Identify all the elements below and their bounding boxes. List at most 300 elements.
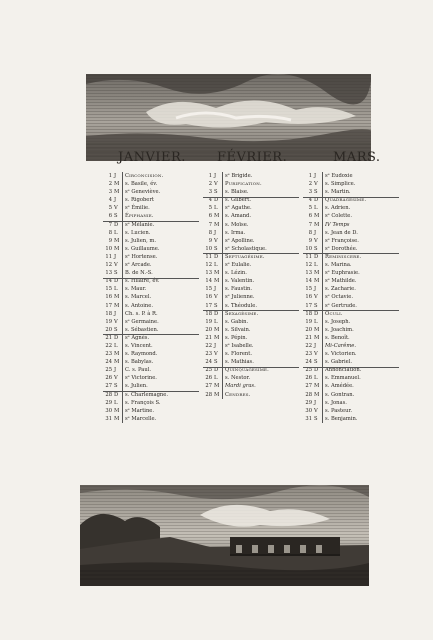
day-row: [103, 245, 199, 253]
day-number: 14: [105, 278, 112, 285]
day-number: 12: [305, 262, 312, 269]
weekday-letter: J: [314, 286, 317, 293]
weekday-letter: L: [314, 318, 318, 325]
day-number: 7: [108, 221, 112, 228]
day-number: 24: [305, 359, 312, 366]
weekday-letter: L: [314, 205, 318, 212]
day-number: 25: [205, 367, 212, 374]
weekday-letter: S: [214, 245, 218, 252]
day-number: 28: [205, 391, 212, 398]
weekday-letter: L: [214, 205, 218, 212]
saint-name: s. Julien.: [125, 383, 148, 390]
weekday-letter: D: [314, 197, 319, 204]
saint-name: s. Guillaume.: [125, 245, 160, 252]
day-row: [203, 172, 299, 180]
day-number: 22: [105, 342, 112, 349]
saint-name: sᵉ Octavie.: [325, 294, 353, 301]
day-number: 4: [308, 197, 312, 204]
saint-name: s. Marina.: [325, 262, 352, 269]
saint-name: s. Faustin.: [225, 286, 253, 293]
saint-name: s. François S.: [125, 399, 161, 406]
weekday-letter: D: [114, 391, 119, 398]
weekday-letter: M: [114, 415, 120, 422]
day-number: 4: [108, 197, 112, 204]
weekday-letter: M: [314, 326, 320, 333]
saint-name: s. Gabin.: [225, 318, 249, 325]
day-row: [203, 302, 299, 310]
day-number: 14: [305, 278, 312, 285]
week-separator: [103, 221, 199, 222]
saint-name: s. Gabriel.: [325, 359, 353, 366]
day-row: [303, 204, 399, 212]
day-row: [303, 374, 399, 382]
weekday-letter: D: [214, 253, 219, 260]
saint-name: Mardi gras.: [225, 383, 256, 390]
day-row: [103, 269, 199, 277]
saint-name: sᵉ Mathilde.: [325, 278, 357, 285]
day-number: 24: [105, 359, 112, 366]
saint-name: Septuagésime.: [225, 253, 265, 260]
day-number: 9: [108, 237, 112, 244]
day-row: [203, 212, 299, 220]
day-row: [103, 318, 199, 326]
weekday-letter: M: [314, 213, 320, 220]
day-number: 16: [105, 294, 112, 301]
day-number: 3: [208, 189, 212, 196]
day-row: [303, 188, 399, 196]
day-row: [203, 269, 299, 277]
weekday-letter: M: [214, 334, 220, 341]
day-row: [203, 204, 299, 212]
day-number: 10: [105, 245, 112, 252]
saint-name: sᵉ Agathe.: [225, 205, 252, 212]
weekday-letter: L: [314, 375, 318, 382]
saint-name: s. Julien, m.: [125, 237, 156, 244]
day-row: [303, 172, 399, 180]
saint-name: Oculi.: [325, 310, 343, 317]
day-row: [303, 399, 399, 407]
month-title-fevrier: FÉVRIER.: [217, 150, 288, 165]
day-row: [103, 285, 199, 293]
saint-name: B. de N.-S.: [125, 270, 153, 277]
day-row: [303, 293, 399, 301]
month-title-mars: MARS.: [333, 150, 381, 165]
day-row: [303, 221, 399, 229]
weekday-letter: M: [114, 302, 120, 309]
day-number: 20: [205, 326, 212, 333]
day-number: 14: [205, 278, 212, 285]
day-row: [303, 358, 399, 366]
day-row: [103, 415, 199, 423]
day-number: 21: [305, 334, 312, 341]
saint-name: s. Amand.: [225, 213, 252, 220]
saint-name: s. Valentin.: [225, 278, 255, 285]
week-separator: [303, 367, 399, 368]
day-number: 15: [305, 286, 312, 293]
saint-name: sᵉ Colette.: [325, 213, 353, 220]
day-row: [103, 399, 199, 407]
weekday-letter: M: [214, 270, 220, 277]
day-number: 18: [105, 310, 112, 317]
weekday-letter: M: [114, 189, 120, 196]
saint-name: s. Irma.: [225, 229, 246, 236]
day-number: 6: [308, 213, 312, 220]
day-number: 11: [205, 253, 212, 260]
saint-name: s. Joachim.: [325, 326, 354, 333]
saint-name: s. Zacharie.: [325, 286, 356, 293]
weekday-letter: M: [114, 245, 120, 252]
railway-landscape-illustration: [80, 485, 369, 586]
day-number: 13: [205, 270, 212, 277]
week-separator: [303, 253, 399, 254]
day-number: 1: [208, 173, 212, 179]
day-row: [103, 366, 199, 374]
day-row: [203, 318, 299, 326]
weekday-letter: J: [114, 367, 117, 374]
saint-name: s. Moïse.: [225, 221, 249, 228]
weekday-letter: J: [114, 253, 117, 260]
day-number: 20: [305, 326, 312, 333]
day-number: 21: [205, 334, 212, 341]
weekday-letter: M: [114, 407, 120, 414]
weekday-letter: M: [214, 278, 220, 285]
day-row: [103, 293, 199, 301]
day-row: [303, 229, 399, 237]
saint-name: sᵉ Eulalie.: [225, 262, 252, 269]
saint-name: sᵉ Euphrasie.: [325, 270, 360, 277]
weekday-letter: S: [114, 270, 118, 277]
saint-name: s. Raymond.: [125, 351, 158, 358]
day-number: 31: [305, 415, 312, 422]
weekday-letter: V: [114, 318, 118, 325]
day-number: 27: [105, 383, 112, 390]
weekday-letter: M: [214, 326, 220, 333]
day-number: 8: [208, 229, 212, 236]
day-row: [303, 212, 399, 220]
day-number: 2: [208, 181, 212, 188]
day-row: [103, 180, 199, 188]
weekday-letter: V: [114, 262, 118, 269]
saint-name: s. Silvain.: [225, 326, 251, 333]
saint-name: s. Martin.: [325, 189, 351, 196]
weekday-letter: V: [114, 375, 118, 382]
bottom-engraving: [80, 485, 369, 586]
day-row: [203, 374, 299, 382]
saint-name: Sexagésime.: [225, 310, 259, 317]
saint-name: s. Victorien.: [325, 351, 357, 358]
weekday-letter: J: [214, 229, 217, 236]
weekday-letter: J: [114, 173, 117, 179]
weekday-letter: M: [114, 181, 120, 188]
day-number: 13: [105, 270, 112, 277]
day-row: [203, 221, 299, 229]
saint-name: Mi-Carême.: [325, 342, 356, 349]
saint-name: Cendres.: [225, 391, 251, 398]
day-number: 22: [305, 342, 312, 349]
saint-name: sᵉ Eudoxie: [325, 173, 353, 179]
weekday-letter: S: [114, 213, 118, 220]
day-number: 17: [205, 302, 212, 309]
day-number: 17: [105, 302, 112, 309]
day-row: [103, 310, 199, 318]
saint-name: s. Maur.: [125, 286, 147, 293]
day-number: 25: [305, 367, 312, 374]
day-row: [203, 277, 299, 285]
day-number: 25: [105, 367, 112, 374]
weekday-letter: D: [114, 221, 119, 228]
weekday-letter: V: [214, 351, 218, 358]
top-engraving: [86, 74, 371, 161]
saint-name: s. Sébastien.: [125, 326, 159, 333]
weekday-letter: J: [114, 197, 117, 204]
weekday-letter: J: [214, 286, 217, 293]
saint-name: s. Pépin.: [225, 334, 248, 341]
day-row: [203, 261, 299, 269]
weekday-letter: L: [214, 375, 218, 382]
saint-name: s. Jonas.: [325, 399, 347, 406]
day-number: 31: [105, 415, 112, 422]
day-number: 15: [205, 286, 212, 293]
day-number: 24: [205, 359, 212, 366]
saint-name: s. Blaise.: [225, 189, 249, 196]
day-row: [303, 318, 399, 326]
day-number: 28: [305, 391, 312, 398]
day-row: [103, 407, 199, 415]
day-row: [103, 204, 199, 212]
day-row: [203, 293, 299, 301]
day-number: 19: [305, 318, 312, 325]
saint-name: s. Lucien.: [125, 229, 151, 236]
saint-name: s. Gilbert.: [225, 197, 252, 204]
saint-name: s. Pasteur.: [325, 407, 353, 414]
weekday-letter: M: [114, 351, 120, 358]
saint-name: sᵉ Émilie.: [125, 205, 150, 212]
storm-clouds-illustration: [86, 74, 371, 161]
month-column-fevrier: [203, 172, 299, 399]
weekday-letter: S: [314, 415, 318, 422]
saint-name: sᵉ Victorine.: [125, 375, 157, 382]
day-row: [103, 302, 199, 310]
week-separator: [103, 334, 199, 335]
saint-name: s. Théodule.: [225, 302, 257, 309]
day-number: 11: [105, 253, 112, 260]
weekday-letter: V: [314, 294, 318, 301]
weekday-letter: D: [314, 310, 319, 317]
day-row: [303, 261, 399, 269]
week-separator: [303, 197, 399, 198]
day-row: [103, 358, 199, 366]
saint-name: Reminiscere.: [325, 253, 362, 260]
day-number: 3: [308, 189, 312, 196]
day-number: 16: [205, 294, 212, 301]
weekday-letter: S: [314, 359, 318, 366]
day-number: 5: [208, 205, 212, 212]
day-number: 5: [308, 205, 312, 212]
weekday-letter: M: [114, 237, 120, 244]
saint-name: s. Gontran.: [325, 391, 355, 398]
day-row: [303, 350, 399, 358]
weekday-letter: D: [314, 253, 319, 260]
weekday-letter: M: [214, 221, 220, 228]
saint-name: sᵉ Scholastique.: [225, 245, 267, 252]
saint-name: s. Florent.: [225, 351, 252, 358]
weekday-letter: D: [214, 367, 219, 374]
day-number: 20: [105, 326, 112, 333]
day-row: [303, 302, 399, 310]
saint-name: Purification.: [225, 181, 262, 188]
day-row: [303, 245, 399, 253]
day-row: [203, 188, 299, 196]
weekday-letter: S: [314, 245, 318, 252]
saint-name: sᵉ Hortense.: [125, 253, 158, 260]
day-number: 15: [105, 286, 112, 293]
day-number: 1: [308, 173, 312, 179]
day-number: 23: [305, 351, 312, 358]
day-row: [203, 382, 299, 390]
day-row: [103, 188, 199, 196]
saint-name: s. Charlemagne.: [125, 391, 168, 398]
day-number: 7: [308, 221, 312, 228]
day-number: 28: [105, 391, 112, 398]
saint-name: s. Adrien.: [325, 205, 351, 212]
week-separator: [103, 278, 199, 279]
saint-name: Quadragésime.: [325, 197, 367, 204]
day-row: [203, 229, 299, 237]
day-row: [303, 407, 399, 415]
day-number: 4: [208, 197, 212, 204]
day-number: 16: [305, 294, 312, 301]
day-row: [103, 261, 199, 269]
weekday-letter: V: [114, 205, 118, 212]
saint-name: sᵉ Germaine.: [125, 318, 159, 325]
day-number: 22: [205, 342, 212, 349]
day-number: 21: [105, 334, 112, 341]
saint-name: sᵉ Marcelle.: [125, 415, 157, 422]
saint-name: s. Benjamin.: [325, 415, 358, 422]
saint-name: s. Joseph.: [325, 318, 351, 325]
day-number: 2: [308, 181, 312, 188]
week-separator: [203, 253, 299, 254]
weekday-letter: S: [314, 302, 318, 309]
saint-name: s. Mathias.: [225, 359, 254, 366]
saint-name: sᵉ Brigide.: [225, 173, 253, 179]
day-row: [303, 237, 399, 245]
saint-name: sᵉ Julienne.: [225, 294, 255, 301]
weekday-letter: S: [114, 383, 118, 390]
day-row: [203, 237, 299, 245]
weekday-letter: D: [314, 367, 319, 374]
week-separator: [203, 310, 299, 311]
weekday-letter: V: [214, 294, 218, 301]
day-number: 8: [108, 229, 112, 236]
day-number: 26: [305, 375, 312, 382]
day-row: [103, 350, 199, 358]
weekday-letter: S: [114, 326, 118, 333]
day-number: 10: [305, 245, 312, 252]
day-number: 12: [205, 262, 212, 269]
day-number: 10: [205, 245, 212, 252]
weekday-letter: S: [214, 359, 218, 366]
weekday-letter: D: [114, 278, 119, 285]
day-number: 30: [105, 407, 112, 414]
weekday-letter: S: [214, 302, 218, 309]
weekday-letter: L: [214, 262, 218, 269]
day-row: [103, 196, 199, 204]
saint-name: Ch. s. P. à R.: [125, 310, 158, 317]
day-row: [203, 285, 299, 293]
weekday-letter: M: [114, 294, 120, 301]
day-row: [303, 382, 399, 390]
week-separator: [103, 391, 199, 392]
day-row: [103, 237, 199, 245]
weekday-letter: D: [214, 310, 219, 317]
weekday-letter: M: [214, 383, 220, 390]
day-number: 6: [108, 213, 112, 220]
weekday-letter: M: [314, 391, 320, 398]
saint-name: sᵉ Martine.: [125, 407, 155, 414]
saint-name: sᵉ Geneviève.: [125, 189, 161, 196]
day-row: [203, 180, 299, 188]
day-row: [303, 334, 399, 342]
saint-name: Épiphanie.: [125, 213, 154, 220]
day-number: 9: [208, 237, 212, 244]
saint-name: s. Nestor.: [225, 375, 250, 382]
weekday-letter: M: [314, 270, 320, 277]
weekday-letter: M: [314, 221, 320, 228]
weekday-letter: M: [314, 334, 320, 341]
day-number: 5: [108, 205, 112, 212]
day-number: 7: [208, 221, 212, 228]
saint-name: s. Jean de D.: [325, 229, 358, 236]
day-row: [103, 212, 199, 220]
day-row: [203, 326, 299, 334]
weekday-letter: L: [114, 399, 118, 406]
saint-name: s. Benoît.: [325, 334, 350, 341]
saint-name: Circoncision.: [125, 173, 164, 179]
week-separator: [303, 310, 399, 311]
saint-name: s. Emmanuel.: [325, 375, 361, 382]
day-number: 2: [108, 181, 112, 188]
weekday-letter: M: [114, 359, 120, 366]
day-number: 1: [108, 173, 112, 179]
saint-name: Quinquagésime.: [225, 367, 270, 374]
weekday-letter: J: [314, 173, 317, 179]
weekday-letter: L: [214, 318, 218, 325]
weekday-letter: V: [314, 237, 318, 244]
weekday-letter: V: [314, 181, 318, 188]
weekday-letter: L: [114, 229, 118, 236]
day-row: [303, 269, 399, 277]
weekday-letter: J: [114, 310, 117, 317]
day-number: 27: [205, 383, 212, 390]
day-number: 27: [305, 383, 312, 390]
day-number: 9: [308, 237, 312, 244]
day-number: 18: [205, 310, 212, 317]
day-number: 3: [108, 189, 112, 196]
day-number: 23: [205, 351, 212, 358]
weekday-letter: V: [314, 407, 318, 414]
day-number: 30: [305, 407, 312, 414]
week-separator: [203, 197, 299, 198]
day-number: 18: [305, 310, 312, 317]
weekday-letter: J: [214, 173, 217, 179]
day-row: [103, 374, 199, 382]
day-number: 13: [305, 270, 312, 277]
saint-name: sᵉ Gertrude.: [325, 302, 357, 309]
weekday-letter: L: [314, 262, 318, 269]
day-number: 29: [305, 399, 312, 406]
saint-name: sᵉ Apolline.: [225, 237, 255, 244]
